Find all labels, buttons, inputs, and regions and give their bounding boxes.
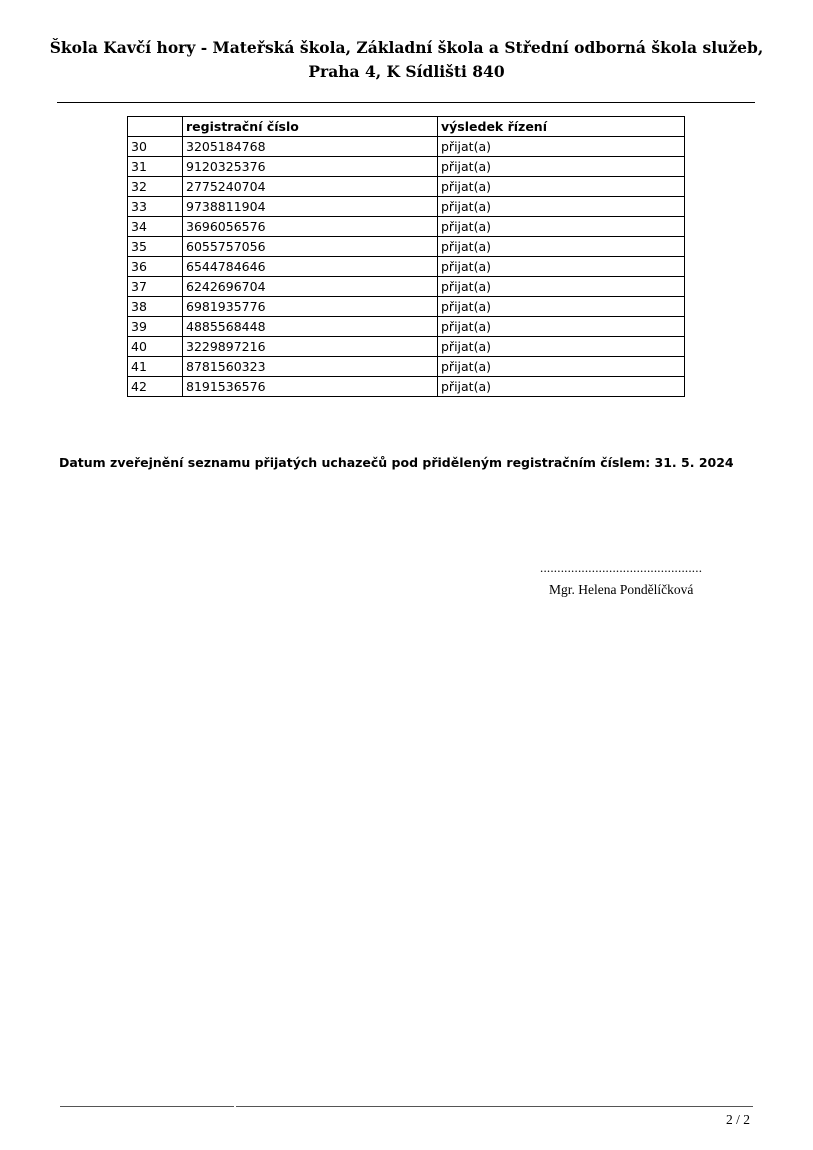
- table-row: [128, 357, 685, 377]
- registration-number-cell: 8191536576: [183, 377, 438, 397]
- results-table: [127, 116, 685, 397]
- registration-number-cell: 6544784646: [183, 257, 438, 277]
- registration-number-cell: 8781560323: [183, 357, 438, 377]
- row-number-cell: 33: [128, 197, 183, 217]
- result-cell: přijat(a): [438, 377, 685, 397]
- result-cell: přijat(a): [438, 277, 685, 297]
- result-cell: přijat(a): [438, 357, 685, 377]
- result-cell: přijat(a): [438, 337, 685, 357]
- registration-number-cell: 6981935776: [183, 297, 438, 317]
- result-cell: přijat(a): [438, 257, 685, 277]
- table-row: [128, 257, 685, 277]
- row-number-cell: 31: [128, 157, 183, 177]
- row-number-cell: 36: [128, 257, 183, 277]
- column-header-number: [128, 117, 183, 137]
- row-number-cell: 39: [128, 317, 183, 337]
- page-number: 2 / 2: [725, 1112, 750, 1127]
- row-number-cell: 42: [128, 377, 183, 397]
- registration-number-cell: 3696056576: [183, 217, 438, 237]
- table-row: [128, 197, 685, 217]
- row-number-cell: 30: [128, 137, 183, 157]
- registration-number-cell: 6055757056: [183, 237, 438, 257]
- row-number-cell: 34: [128, 217, 183, 237]
- registration-number-cell: 3229897216: [183, 337, 438, 357]
- table-row: [128, 237, 685, 257]
- publication-date-text: Datum zveřejnění seznamu přijatých uchazečů pod přiděleným registračním číslem: 31. 5. 2024: [59, 455, 734, 470]
- row-number-cell: 32: [128, 177, 183, 197]
- row-number-cell: 38: [128, 297, 183, 317]
- registration-number-cell: 4885568448: [183, 317, 438, 337]
- registration-number-cell: 2775240704: [183, 177, 438, 197]
- column-header-result: výsledek řízení: [438, 117, 685, 137]
- footer-divider-right: [236, 1106, 753, 1107]
- result-cell: přijat(a): [438, 197, 685, 217]
- row-number-cell: 37: [128, 277, 183, 297]
- table-row: [128, 137, 685, 157]
- result-cell: přijat(a): [438, 137, 685, 157]
- table-row: [128, 157, 685, 177]
- result-cell: přijat(a): [438, 217, 685, 237]
- footer-divider-left: [60, 1106, 234, 1107]
- title-line-2: Praha 4, K Sídlišti 840: [308, 62, 505, 81]
- signatory-name: Mgr. Helena Pondělíčková: [549, 582, 694, 597]
- table-row: [128, 377, 685, 397]
- result-cell: přijat(a): [438, 177, 685, 197]
- table-row: [128, 317, 685, 337]
- registration-number-cell: 6242696704: [183, 277, 438, 297]
- table-row: [128, 277, 685, 297]
- row-number-cell: 40: [128, 337, 183, 357]
- table-row: [128, 217, 685, 237]
- header-divider: [57, 102, 755, 103]
- table-header-row: [128, 117, 685, 137]
- table-row: [128, 337, 685, 357]
- registration-number-cell: 3205184768: [183, 137, 438, 157]
- registration-number-cell: 9120325376: [183, 157, 438, 177]
- table-row: [128, 177, 685, 197]
- title-line-1: Škola Kavčí hory - Mateřská škola, Základní škola a Střední odborná škola služeb,: [49, 38, 764, 57]
- row-number-cell: 35: [128, 237, 183, 257]
- result-cell: přijat(a): [438, 157, 685, 177]
- column-header-registration: registrační číslo: [183, 117, 438, 137]
- row-number-cell: 41: [128, 357, 183, 377]
- result-cell: přijat(a): [438, 317, 685, 337]
- document-title: [40, 36, 773, 84]
- result-cell: přijat(a): [438, 297, 685, 317]
- signature-line: ...............................................: [540, 560, 703, 575]
- table-row: [128, 297, 685, 317]
- result-cell: přijat(a): [438, 237, 685, 257]
- results-body: [128, 137, 685, 397]
- registration-number-cell: 9738811904: [183, 197, 438, 217]
